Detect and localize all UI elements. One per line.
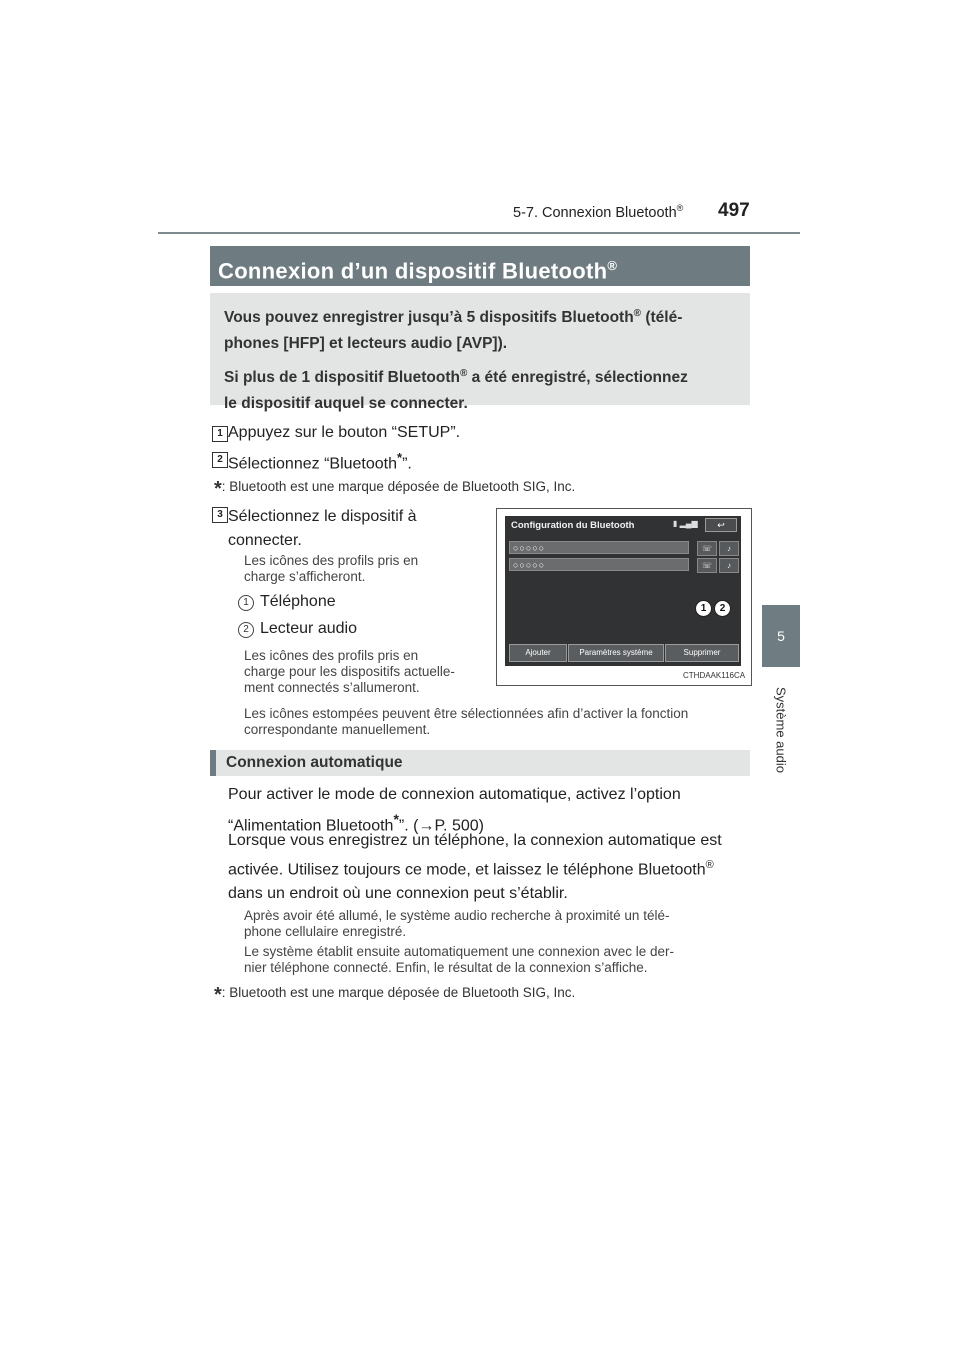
figure-code: CTHDAAK116CA: [683, 671, 746, 680]
step-3-note-2: Les icônes des profils pris en charge pour les dispositifs actuelle- ment connectés s’allumeront.: [244, 648, 455, 695]
header-rule: [158, 232, 800, 234]
registered-mark: ®: [676, 203, 684, 213]
title-text: Connexion d’un dispositif Bluetooth: [218, 258, 608, 284]
legend-label-telephone: Téléphone: [260, 593, 336, 610]
step-3-note-3: Les icônes estompées peuvent être sélectionnées afin d’activer la fonction correspondante manuellement.: [244, 706, 689, 737]
legend-number-1: 1: [238, 595, 254, 611]
step-number-2: 2: [212, 452, 228, 468]
section-title-bar: [210, 246, 750, 286]
step-number-1: 1: [212, 426, 228, 442]
footnote-2: *: Bluetooth est une marque déposée de Bluetooth SIG, Inc.: [214, 984, 576, 1006]
audio-profile-icon: ♪: [719, 541, 739, 556]
step-3-text: Sélectionnez le dispositif à connecter.: [228, 508, 417, 549]
auto-paragraph-1: Pour activer le mode de connexion automatique, activez l’option “Alimentation Bluetooth*”. (→P. 500): [228, 786, 681, 835]
device-row-1: ○○○○○: [509, 541, 689, 554]
phone-profile-icon: ☏: [697, 541, 717, 556]
auto-note-1: Après avoir été allumé, le système audio recherche à proximité un télé- phone cellulaire enregistré.: [244, 908, 670, 939]
legend-number-2: 2: [238, 622, 254, 638]
subsection-heading: Connexion automatique: [210, 750, 750, 776]
callout-badge-1: 1: [695, 600, 712, 617]
page-number: 497: [718, 200, 750, 221]
auto-paragraph-2: Lorsque vous enregistrez un téléphone, la connexion automatique est activée. Utilisez toujours ce mode, et laissez le téléphone Bluetooth® dans un endroit où une connexion peut s’établir.: [228, 832, 722, 903]
running-header: [513, 203, 683, 221]
signal-status-icon: ▮ ▂▄▆: [673, 519, 698, 528]
chapter-tab: 5: [762, 605, 800, 667]
step-2-text: Sélectionnez “Bluetooth*”.: [228, 450, 412, 473]
add-button: Ajouter: [509, 644, 567, 662]
intro-box: [210, 293, 750, 413]
auto-note-2: Le système établit ensuite automatiquement une connexion avec le der- nier téléphone connecté. Enfin, le résultat de la connexion s’affiche.: [244, 944, 675, 975]
back-icon: ↩: [705, 518, 737, 532]
footnote-1: *: Bluetooth est une marque déposée de Bluetooth SIG, Inc.: [214, 478, 576, 500]
legend-label-audio: Lecteur audio: [260, 620, 357, 637]
step-1-text: Appuyez sur le bouton “SETUP”.: [228, 424, 461, 441]
system-settings-button: Paramètres système: [568, 644, 664, 662]
title-mark: ®: [607, 258, 618, 273]
delete-button: Supprimer: [665, 644, 739, 662]
intro-paragraph-2: Si plus de 1 dispositif Bluetooth® a été enregistré, sélectionnez le dispositif auquel se connecter.: [224, 368, 688, 413]
screen-title: Configuration du Bluetooth: [511, 520, 635, 531]
step-number-3: 3: [212, 507, 228, 523]
step-3-note-1: Les icônes des profils pris en charge s’afficheront.: [244, 553, 419, 584]
phone-profile-icon-dim: ☏: [697, 558, 717, 573]
bluetooth-screen-illustration: [496, 508, 752, 686]
device-row-2: ○○○○○: [509, 558, 689, 571]
audio-profile-icon-dim: ♪: [719, 558, 739, 573]
intro-paragraph-1: Vous pouvez enregistrer jusqu’à 5 dispositifs Bluetooth® (télé- phones [HFP] et lecteurs audio [AVP]).: [224, 308, 683, 353]
section-title: 5-7. Connexion Bluetooth: [513, 204, 677, 221]
callout-badge-2: 2: [714, 600, 731, 617]
chapter-label: Système audio: [773, 687, 789, 773]
screen-display: [505, 516, 741, 666]
